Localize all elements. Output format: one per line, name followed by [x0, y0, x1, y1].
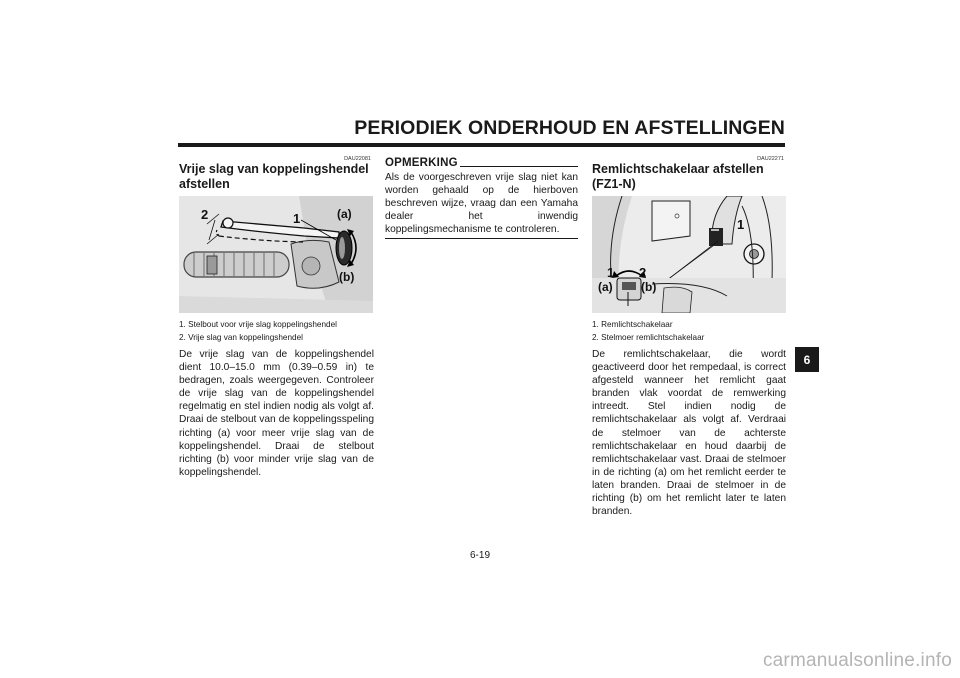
note-title: OPMERKING — [385, 157, 458, 169]
page-header-title: PERIODIEK ONDERHOUD EN AFSTELLINGEN — [354, 117, 785, 139]
section-code-right: DAU22271 — [757, 156, 784, 162]
caption-item: 2. Vrije slag van koppelingshendel — [179, 333, 303, 342]
section-title-left: Vrije slag van koppelingshendel afstellen — [179, 162, 369, 191]
clutch-figure-label-b: (b) — [339, 270, 355, 284]
caption-list-left — [179, 318, 379, 344]
clutch-lever-figure — [179, 196, 373, 313]
brake-figure-label-b: (b) — [641, 280, 657, 294]
caption-item: 2. Stelmoer remlichtschakelaar — [592, 333, 705, 342]
body-text-left: De vrije slag van de koppelingshendel dient 10.0–15.0 mm (0.39–0.59 in) te bedragen, zoals weergegeven. Controleer de vrije slag van de koppelingshendel regelmatig en stel indien nodig als volgt af. Draai de stelbout van de koppelingsspeling richting (a) voor meer vrije slag van de koppelingshendel. Draai de stelbout richting (b) voor minder vrije slag van de koppelingshendel. — [179, 349, 374, 478]
note-bottom-rule — [385, 238, 578, 239]
brake-figure-label-a: (a) — [598, 280, 613, 294]
page-number: 6-19 — [469, 550, 490, 561]
header-rule — [178, 143, 785, 147]
section-title-right — [592, 162, 787, 192]
section-title-right-line2: (FZ1-N) — [592, 177, 636, 191]
chapter-tab — [795, 347, 819, 372]
clutch-figure-label-1: 1 — [293, 211, 301, 226]
caption-item: 1. Stelbout voor vrije slag koppelingshendel — [179, 320, 337, 329]
section-code-left: DAU22081 — [344, 156, 371, 162]
chapter-tab-label: 6 — [803, 352, 811, 367]
clutch-figure-label-2: 2 — [201, 207, 209, 222]
brake-figure-label-1-small: 1 — [607, 265, 615, 280]
brake-switch-illustration — [592, 196, 786, 313]
brake-figure-label-2: 2 — [639, 265, 647, 280]
clutch-figure-label-a: (a) — [337, 207, 352, 221]
note-title-rule — [460, 166, 578, 167]
brake-figure-label-1: 1 — [737, 217, 745, 232]
caption-item: 1. Remlichtschakelaar — [592, 320, 673, 329]
note-text: Als de voorgeschreven vrije slag niet kan worden gehaald op de hierboven beschreven wijze, vraag dan een Yamaha dealer het inwendig koppelingsmechanisme te controleren. — [385, 172, 578, 236]
section-title-right-line1: Remlichtschakelaar afstellen — [592, 162, 764, 176]
clutch-lever-illustration — [179, 196, 373, 313]
body-text-right: De remlichtschakelaar, die wordt geactiveerd door het rempedaal, is correct afgesteld wanneer het remlicht gaat branden vlak voordat de remwerking intreedt. Stel indien nodig de remlichtschakelaar als volgt af. Verdraai de stelmoer van de achterste remlichtschakelaar en houd daarbij de remlichtschakelaar vast. Draai de stelmoer in de richting (a) om het remlicht eerder te laten branden. Draai de stelmoer in de richting (b) om het remlicht later te laten branden. — [592, 349, 786, 518]
caption-list-right — [592, 318, 792, 344]
brake-switch-figure — [592, 196, 786, 313]
watermark-text: carmanualsonline.info — [762, 650, 952, 671]
